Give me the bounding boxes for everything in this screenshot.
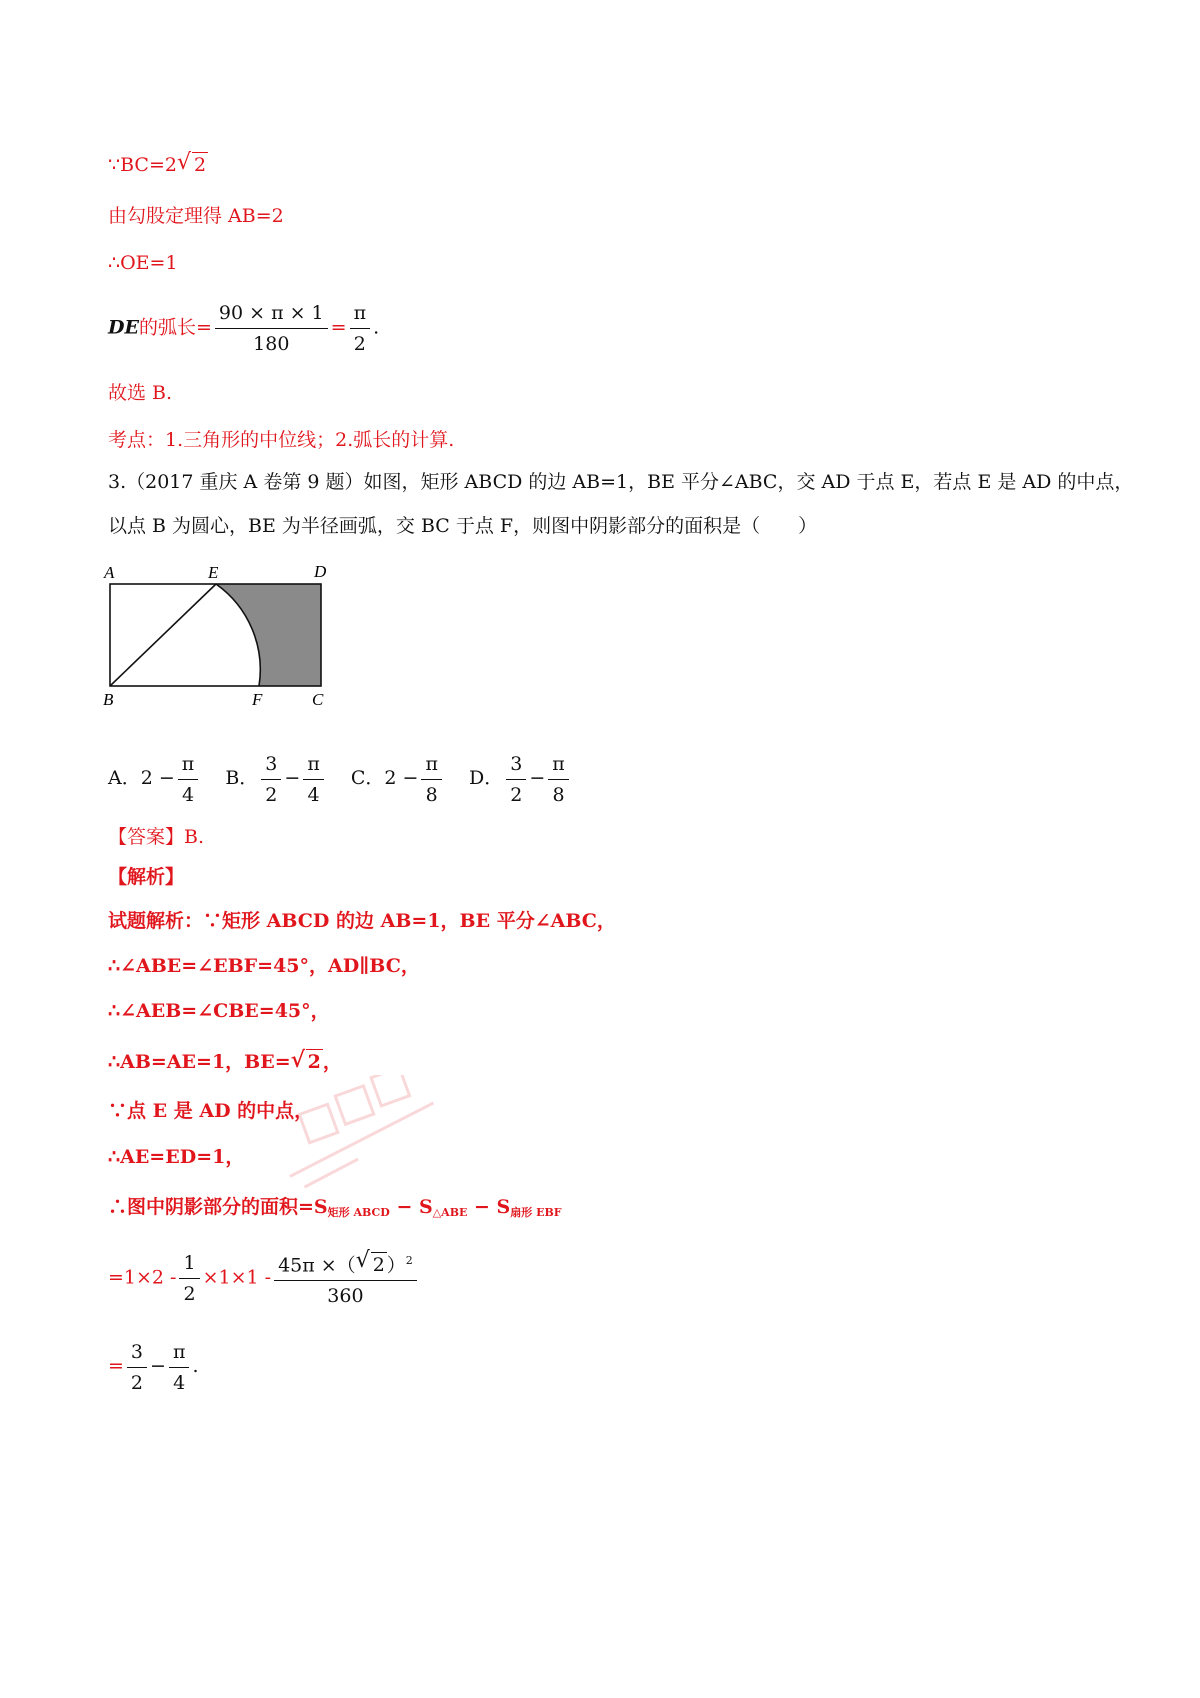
sector-area-fraction: 45π ×（ √ 2 ）$^2$ 360	[274, 1246, 417, 1311]
solution-step-3: ∴∠AEB=∠CBE=45°，	[108, 1000, 330, 1022]
bc-text: ∵BC=2	[108, 154, 177, 176]
question-line-2: 以点 B 为圆心，BE 为半径画弧，交 BC 于点 F，则图中阴影部分的面积是（ ）	[108, 515, 818, 537]
pythagoras-line: 由勾股定理得 AB=2	[108, 205, 284, 227]
sqrt-2: √ 2	[176, 150, 207, 176]
oe-line: ∴OE=1	[108, 252, 178, 274]
solution-step-1: 试题解析：∵矩形 ABCD 的边 AB=1，BE 平分∠ABC，	[108, 910, 616, 932]
watermark-stamp	[240, 1075, 480, 1195]
kaodian-line: 考点：1.三角形的中位线；2.弧长的计算.	[108, 429, 455, 451]
label-e: E	[208, 563, 219, 582]
analysis-header: 【解析】	[108, 866, 185, 888]
shaded-region	[216, 584, 321, 686]
arc-result-fraction: $\frac{\pi}{2}$	[350, 298, 371, 359]
solution-step-2: ∴∠ABE=∠EBF=45°，AD∥BC，	[108, 955, 420, 977]
solution-step-5: ∵点 E 是 AD 的中点，	[108, 1100, 314, 1122]
choose-line: 故选 B.	[108, 382, 173, 404]
arc-fraction: $\frac{90 \times \pi \times 1}{180}$	[215, 298, 328, 359]
label-a: A	[104, 563, 115, 582]
question-line-1: 3.（2017 重庆 A 卷第 9 题）如图，矩形 ABCD 的边 AB=1，BE 平分∠ABC，交 AD 于点 E，若点 E 是 AD 的中点，	[108, 471, 1134, 493]
arc-length-line: DE的弧长= $\frac{90 \times \pi \times 1}{180}$ = $\frac{\pi}{2}$ .	[108, 298, 379, 359]
bc-line	[108, 152, 208, 178]
geometry-figure	[100, 560, 340, 715]
option-c: C．2 − $\frac{\pi}{8}$	[351, 748, 445, 810]
solution-step-7: ∴图中阴影部分的面积$=S_{矩形 ABCD} - S_{\triangle ABE} - S_{扇形 EBF}$	[108, 1196, 562, 1219]
option-a: A．2 − $\frac{\pi}{4}$	[108, 748, 201, 810]
answer-line: 【答案】B.	[108, 826, 205, 848]
segment-be	[110, 584, 216, 686]
label-c: C	[312, 690, 324, 709]
option-d: D． $\frac{3}{2}$ − $\frac{\pi}{8}$	[469, 748, 572, 810]
arc-label: DE	[108, 316, 139, 339]
label-b: B	[103, 690, 114, 709]
solution-step-4: ∴AB=AE=1，BE= √ 2 ，	[108, 1047, 342, 1073]
calculation-line: =1×2 - $\frac{1}{2}$ ×1×1 - 45π ×（ √ 2 ）$^2$ 360	[108, 1246, 420, 1311]
label-d: D	[314, 562, 327, 581]
solution-step-6: ∴AE=ED=1，	[108, 1146, 245, 1168]
sqrt-2-be: √ 2	[290, 1047, 321, 1073]
label-f: F	[252, 690, 263, 709]
option-b: B． $\frac{3}{2}$ − $\frac{\pi}{4}$	[225, 748, 326, 810]
options-row	[108, 748, 590, 810]
result-line: = $\frac{3}{2}$ − $\frac{\pi}{4}$ .	[108, 1336, 198, 1398]
